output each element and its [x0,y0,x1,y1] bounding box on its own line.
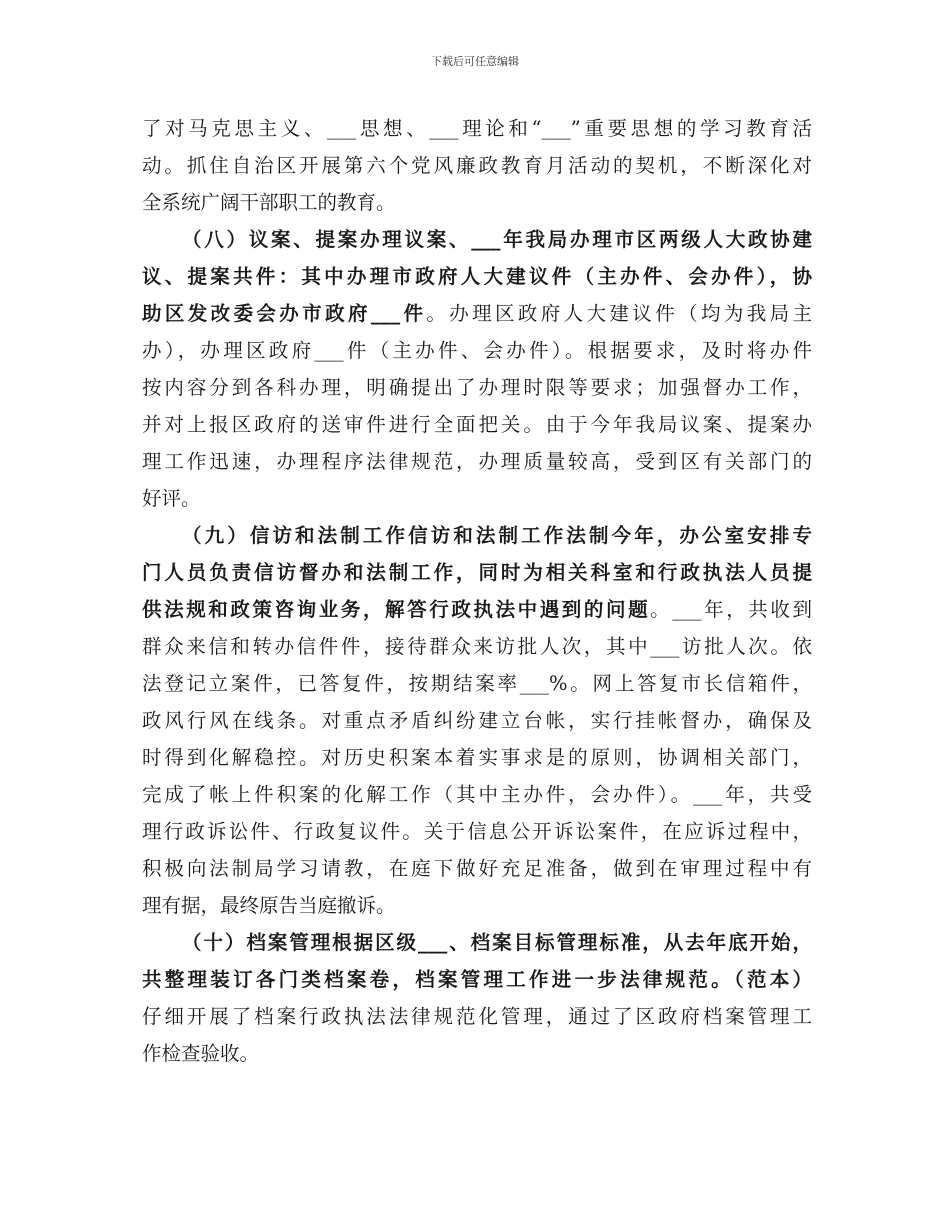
bold-text-run: 共整理装订各门类档案卷，档案管理工作进一步法律规范。（范本） [142,968,812,991]
text-run: 作检查验收。 [142,1042,260,1065]
text-line [142,110,812,147]
text-run: 理有据，最终原告当庭撤诉。 [142,894,396,917]
text-line [142,998,812,1035]
text-line [142,517,812,554]
text-run: 并对上报区政府的送审件进行全面把关。由于今年我局议案、提案办 [142,413,812,436]
bold-text-run: （八）议案、提案办理议案、___年我局办理市区两级人大政协建 [182,228,812,251]
text-line [142,1035,812,1072]
text-line [142,147,812,184]
text-line [142,739,812,776]
text-run: 时得到化解稳控。对历史积案本着实事求是的原则，协调相关部门， [142,746,812,769]
text-run: 办），办理区政府___件（主办件、会办件）。根据要求，及时将办件 [142,339,812,362]
text-line [142,665,812,702]
text-line [142,776,812,813]
text-line [142,591,812,628]
text-line [142,924,812,961]
bold-text-run: （九）信访和法制工作信访和法制工作法制今年，办公室安排专 [182,524,812,547]
text-run: 完成了帐上件积案的化解工作（其中主办件，会办件）。___年，共受 [142,783,812,806]
text-run: 积极向法制局学习请教，在庭下做好充足准备，做到在审理过程中有 [142,857,812,880]
text-line [142,221,812,258]
text-line [142,184,812,221]
text-run: 全系统广阔干部职工的教育。 [142,191,396,214]
text-line [142,961,812,998]
text-run: 动。抓住自治区开展第六个党风廉政教育月活动的契机，不断深化对 [142,154,812,177]
text-line [142,406,812,443]
text-run: 法登记立案件，已答复件，按期结案率___%。网上答复市长信箱件， [142,672,812,695]
text-run: 了对马克思主义、___思想、___理论和“___”重要思想的学习教育活 [142,117,812,140]
text-run: 好评。 [142,487,201,510]
bold-text-run: 议、提案共件：其中办理市政府人大建议件（主办件、会办件），协 [142,265,812,288]
bold-text-run: （十）档案管理根据区级___、档案目标管理标准，从去年底开始， [182,931,812,954]
text-run: 群众来信和转办信件件，接待群众来访批人次，其中___访批人次。依 [142,635,812,658]
text-line [142,369,812,406]
text-line [142,850,812,887]
text-line [142,887,812,924]
bold-text-run: 供法规和政策咨询业务，解答行政执法中遇到的问题 [142,598,651,621]
text-line [142,332,812,369]
text-run: 按内容分到各科办理，明确提出了办理时限等要求；加强督办工作， [142,376,812,399]
bold-text-run: 助区发改委会办市政府___件 [142,302,427,325]
text-line [142,258,812,295]
text-line [142,295,812,332]
text-line [142,480,812,517]
text-line [142,813,812,850]
text-run: 。___年，共收到 [650,598,812,621]
text-run: 政风行风在线条。对重点矛盾纠纷建立台帐，实行挂帐督办，确保及 [142,709,812,732]
text-line [142,628,812,665]
text-run: 理工作迅速，办理程序法律规范，办理质量较高，受到区有关部门的 [142,450,812,473]
text-line [142,554,812,591]
page-header: 下载后可任意编辑 [431,55,519,68]
text-run: 。办理区政府人大建议件（均为我局主 [426,302,812,325]
text-run: 理行政诉讼件、行政复议件。关于信息公开诉讼案件，在应诉过程中， [142,820,812,843]
document-body [142,110,812,1072]
bold-text-run: 门人员负责信访督办和法制工作，同时为相关科室和行政执法人员提 [142,561,812,584]
text-line [142,702,812,739]
text-line [142,443,812,480]
text-run: 仔细开展了档案行政执法法律规范化管理，通过了区政府档案管理工 [142,1005,812,1028]
